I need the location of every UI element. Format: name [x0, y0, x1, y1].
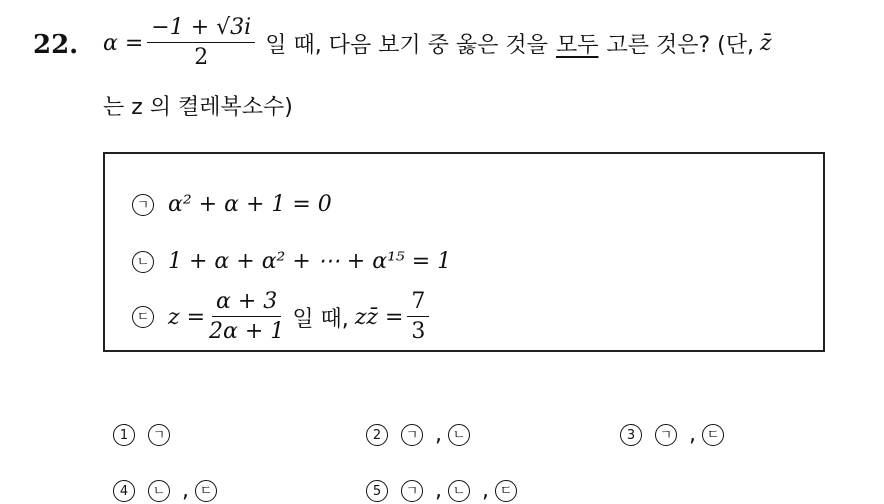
statement-3-rhs-lhs: zz̄ = — [354, 304, 404, 330]
choice-item-icon: ㄷ — [702, 424, 724, 446]
statement-3-rhs-numerator: 7 — [407, 290, 429, 317]
choice-3[interactable]: 3 ㄱ , ㄷ — [620, 422, 730, 447]
statement-3 — [132, 290, 433, 344]
statement-2-expr: 1 + α + α² + ⋯ + α¹⁵ = 1 — [168, 249, 452, 274]
statement-3-numerator: α + 3 — [212, 290, 281, 317]
choice-1[interactable] — [113, 422, 176, 447]
choice-item-icon: ㄱ — [401, 480, 423, 502]
choice-2[interactable]: 2 ㄱ , ㄴ — [366, 422, 476, 447]
alpha-definition-lhs: α = — [103, 30, 144, 56]
choice-item-icon: ㄱ — [148, 424, 170, 446]
choice-item-icon: ㄴ — [148, 480, 170, 502]
choice-item-icon: ㄴ — [448, 424, 470, 446]
choice-number-icon: 1 — [113, 424, 135, 446]
question-number: 22. — [33, 30, 79, 60]
alpha-numerator: −1 + √3i — [147, 16, 255, 43]
alpha-denominator: 2 — [194, 45, 209, 71]
question-line-1 — [103, 16, 772, 70]
choice-item-icon: ㄱ — [401, 424, 423, 446]
choice-number-icon: 3 — [620, 424, 642, 446]
statement-1 — [132, 192, 332, 217]
statement-3-lhs: z = — [168, 304, 206, 330]
statement-3-denominator: 2α + 1 — [209, 319, 285, 345]
marker-nieun-icon: ㄴ — [132, 251, 154, 273]
choice-item-icon: ㄷ — [195, 480, 217, 502]
statement-3-rhs-denominator: 3 — [411, 319, 426, 345]
question-line-2: 는 z 의 켤레복소수) — [103, 95, 293, 120]
marker-giyeok-icon: ㄱ — [132, 194, 154, 216]
choice-5[interactable]: 5 ㄱ , ㄴ , ㄷ — [366, 478, 523, 503]
marker-digeut-icon: ㄷ — [132, 306, 154, 328]
choice-4[interactable]: 4 ㄴ , ㄷ — [113, 478, 223, 503]
statement-3-mid-text: 일 때, — [292, 306, 349, 332]
alpha-fraction — [147, 16, 255, 70]
statement-1-expr: α² + α + 1 = 0 — [168, 192, 332, 217]
zbar-symbol: z̄ — [759, 30, 772, 56]
choice-number-icon: 4 — [113, 480, 135, 502]
question-text-before: 일 때, 다음 보기 중 옳은 것을 — [265, 32, 548, 58]
choice-number-icon: 5 — [366, 480, 388, 502]
statement-3-fraction — [209, 290, 284, 344]
choice-item-icon: ㄷ — [495, 480, 517, 502]
question-text-after: 고른 것은? (단, — [606, 32, 754, 58]
statement-3-rhs-fraction — [407, 290, 429, 344]
statement-2 — [132, 249, 451, 274]
choice-item-icon: ㄱ — [655, 424, 677, 446]
question-text-underlined: 모두 — [555, 32, 599, 58]
choice-item-icon: ㄴ — [448, 480, 470, 502]
choice-number-icon: 2 — [366, 424, 388, 446]
